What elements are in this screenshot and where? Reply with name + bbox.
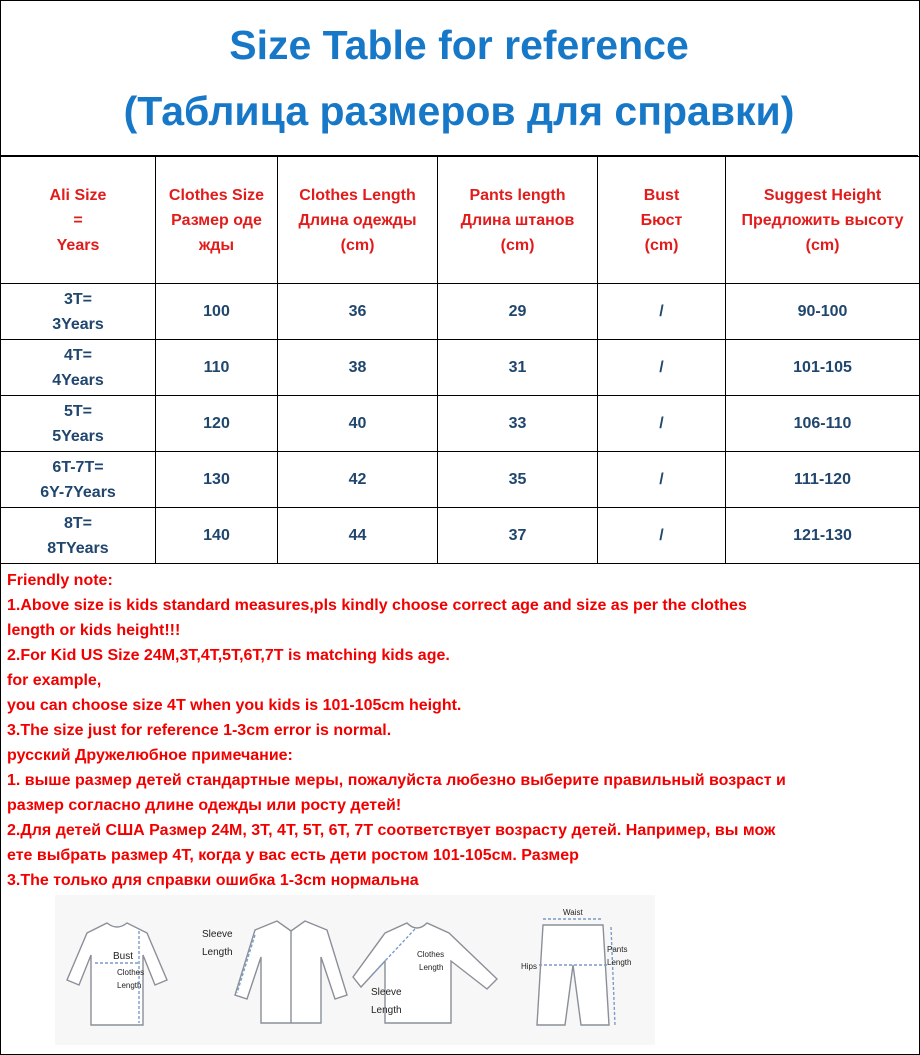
cell-bust: / xyxy=(598,284,726,340)
cell-clothes-length: 44 xyxy=(278,508,438,564)
friendly-note xyxy=(7,568,912,893)
cell-bust: / xyxy=(598,396,726,452)
header-clothes-size: Clothes Size Размер оде жды xyxy=(156,157,278,284)
cell-height: 106-110 xyxy=(726,396,920,452)
cell-height: 101-105 xyxy=(726,340,920,396)
cell-age: 3T= 3Years xyxy=(1,284,156,340)
table-header-row xyxy=(1,157,920,284)
diagram-label-hips: Hips xyxy=(521,962,538,971)
note-line: 1.Above size is kids standard measures,pls kindly choose correct age and size as per the clothes xyxy=(7,597,747,614)
cell-height: 90-100 xyxy=(726,284,920,340)
diagram-label-raglan-clothes: Clothes xyxy=(417,950,445,959)
diagram-label-raglan-sleeve: Sleeve xyxy=(371,987,402,998)
cell-clothes-length: 38 xyxy=(278,340,438,396)
diagram-label-raglan-sleeve-length: Length xyxy=(371,1005,402,1016)
header-suggest-height: Suggest Height Предложить высоту (cm) xyxy=(726,157,920,284)
diagram-label-sleeve: Sleeve xyxy=(202,929,233,940)
cell-pants-length: 29 xyxy=(438,284,598,340)
cell-bust: / xyxy=(598,340,726,396)
header-bust: Bust Бюст (cm) xyxy=(598,157,726,284)
cell-height: 121-130 xyxy=(726,508,920,564)
note-line: русский Дружелюбное примечание: xyxy=(7,747,293,764)
cell-clothes-size: 100 xyxy=(156,284,278,340)
note-line: 2.Для детей США Размер 24M, 3T, 4T, 5T, 6T, 7T соответствует возрасту детей. Например, вы мож xyxy=(7,822,776,839)
header-clothes-length: Clothes Length Длина одежды (cm) xyxy=(278,157,438,284)
cell-age: 5T= 5Years xyxy=(1,396,156,452)
note-line: ете выбрать размер 4T, когда у вас есть дети ростом 101-105см. Размер xyxy=(7,847,579,864)
cell-clothes-size: 110 xyxy=(156,340,278,396)
table-row xyxy=(1,340,920,396)
note-line: 2.For Kid US Size 24M,3T,4T,5T,6T,7T is matching kids age. xyxy=(7,647,450,664)
cell-bust: / xyxy=(598,452,726,508)
table-row xyxy=(1,396,920,452)
cell-pants-length: 31 xyxy=(438,340,598,396)
note-line: 3.The size just for reference 1-3cm error is normal. xyxy=(7,722,392,739)
diagram-label-waist: Waist xyxy=(563,908,583,917)
diagram-label-raglan-length: Length xyxy=(419,963,444,972)
cell-clothes-size: 130 xyxy=(156,452,278,508)
cell-pants-length: 37 xyxy=(438,508,598,564)
cell-age: 8T= 8TYears xyxy=(1,508,156,564)
cell-pants-length: 35 xyxy=(438,452,598,508)
cell-age: 4T= 4Years xyxy=(1,340,156,396)
table-row xyxy=(1,284,920,340)
title-line-russian: (Таблица размеров для справки) xyxy=(123,88,795,134)
diagram-label-length: Length xyxy=(117,981,142,990)
note-line: 3.The только для справки ошибка 1-3cm нормальна xyxy=(7,872,419,889)
measurement-diagrams xyxy=(55,895,655,1045)
cell-clothes-size: 120 xyxy=(156,396,278,452)
cell-age: 6T-7T= 6Y-7Years xyxy=(1,452,156,508)
note-line: for example, xyxy=(7,672,102,689)
measurement-diagrams-svg xyxy=(55,895,655,1045)
header-ali-size: Ali Size = Years xyxy=(1,157,156,284)
diagram-label-pants: Pants xyxy=(607,945,628,954)
cell-clothes-length: 42 xyxy=(278,452,438,508)
cell-pants-length: 33 xyxy=(438,396,598,452)
diagram-label-bust: Bust xyxy=(113,951,134,962)
note-line: 1. выше размер детей стандартные меры, пожалуйста любезно выберите правильный возраст и xyxy=(7,772,786,789)
cell-clothes-length: 36 xyxy=(278,284,438,340)
note-line: Friendly note: xyxy=(7,572,113,589)
cell-clothes-size: 140 xyxy=(156,508,278,564)
cell-bust: / xyxy=(598,508,726,564)
diagram-label-pants-length: Length xyxy=(607,958,632,967)
note-line: length or kids height!!! xyxy=(7,622,181,639)
cell-height: 111-120 xyxy=(726,452,920,508)
cell-clothes-length: 40 xyxy=(278,396,438,452)
table-row xyxy=(1,508,920,564)
table-row xyxy=(1,452,920,508)
size-table xyxy=(0,156,920,564)
note-line: you can choose size 4T when you kids is 101-105cm height. xyxy=(7,697,462,714)
header-pants-length: Pants length Длина штанов (cm) xyxy=(438,157,598,284)
note-line: размер согласно длине одежды или росту детей! xyxy=(7,797,402,814)
page-title xyxy=(0,0,918,156)
title-line-english: Size Table for reference xyxy=(229,22,689,68)
diagram-label-sleeve-length: Length xyxy=(202,947,233,958)
diagram-label-clothes: Clothes xyxy=(117,968,145,977)
